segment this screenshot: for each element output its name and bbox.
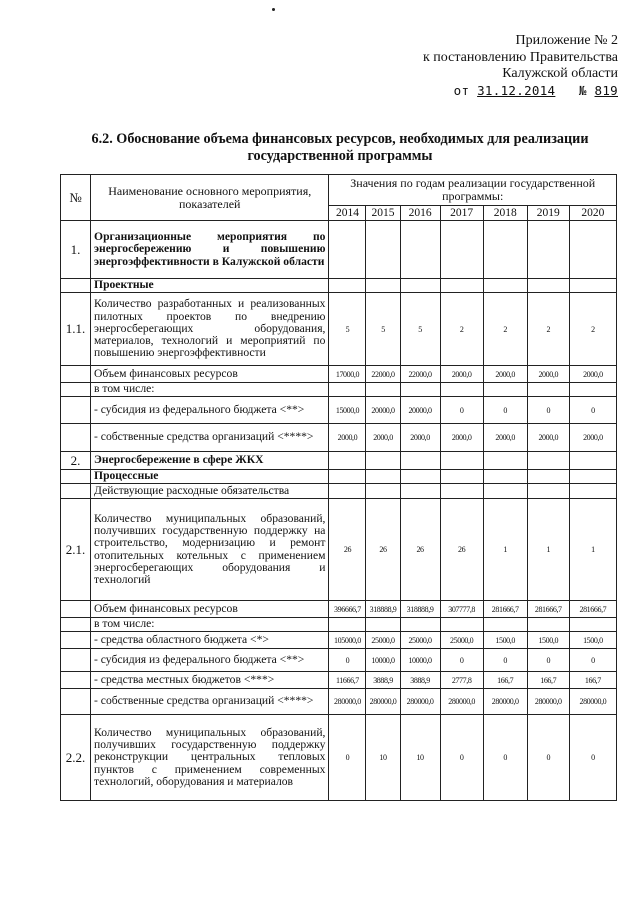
value-cell-2019: 2000,0 (527, 424, 569, 452)
number-prefix: № (578, 82, 587, 98)
value-cell-2020: 0 (569, 397, 616, 424)
value-cell-2017: 0 (440, 397, 483, 424)
value-cell-2014 (329, 618, 366, 632)
value-cell-2017: 280000,0 (440, 689, 483, 715)
row-number (61, 366, 91, 383)
value-cell-2015: 22000,0 (366, 366, 400, 383)
value-cell-2016: 26 (400, 499, 440, 601)
value-cell-2019: 2 (527, 293, 569, 366)
table-row (61, 484, 617, 499)
value-cell-2015: 2000,0 (366, 424, 400, 452)
table-row (61, 397, 617, 424)
value-cell-2016: 5 (400, 293, 440, 366)
value-cell-2020: 281666,7 (569, 601, 616, 618)
date-prefix: от (453, 82, 470, 98)
row-name: - собственные средства организаций <****> (91, 689, 329, 715)
value-cell-2017 (440, 383, 483, 397)
decree-date: 31.12.2014 (477, 82, 556, 98)
row-name: Энергосбережение в сфере ЖКХ (91, 452, 329, 470)
table-row (61, 452, 617, 470)
value-cell-2015 (366, 279, 400, 293)
table-row (61, 632, 617, 649)
value-cell-2018: 0 (483, 397, 527, 424)
table-row (61, 689, 617, 715)
header-decree-line: к постановлению Правительства (422, 49, 618, 65)
value-cell-2018 (483, 470, 527, 484)
value-cell-2017: 0 (440, 715, 483, 801)
value-cell-2020 (569, 221, 616, 279)
value-cell-2017 (440, 279, 483, 293)
row-name: Процессные (91, 470, 329, 484)
value-cell-2016 (400, 484, 440, 499)
value-cell-2015: 26 (366, 499, 400, 601)
section-title: 6.2. Обоснование объема финансовых ресурсов, необходимых для реализации государственной программы (91, 131, 589, 164)
value-cell-2016: 318888,9 (400, 601, 440, 618)
table-row (61, 424, 617, 452)
header-region-line: Калужской области (502, 66, 618, 81)
value-cell-2017: 2000,0 (440, 366, 483, 383)
value-cell-2018: 0 (483, 715, 527, 801)
value-cell-2015: 318888,9 (366, 601, 400, 618)
value-cell-2014: 0 (329, 649, 366, 672)
value-cell-2016 (400, 221, 440, 279)
table-row (61, 601, 617, 618)
value-cell-2014: 17000,0 (329, 366, 366, 383)
row-name: - собственные средства организаций <****> (91, 424, 329, 452)
value-cell-2016 (400, 618, 440, 632)
table-row (61, 221, 617, 279)
value-cell-2018 (483, 618, 527, 632)
table-row (61, 470, 617, 484)
value-cell-2015: 5 (366, 293, 400, 366)
document-header (318, 33, 618, 99)
value-cell-2015: 20000,0 (366, 397, 400, 424)
row-number (61, 424, 91, 452)
value-cell-2019: 0 (527, 715, 569, 801)
value-cell-2016: 22000,0 (400, 366, 440, 383)
value-cell-2017 (440, 484, 483, 499)
value-cell-2020 (569, 484, 616, 499)
value-cell-2017 (440, 618, 483, 632)
value-cell-2017: 2777,8 (440, 672, 483, 689)
value-cell-2020 (569, 452, 616, 470)
value-cell-2016 (400, 383, 440, 397)
value-cell-2017: 26 (440, 499, 483, 601)
value-cell-2018: 2000,0 (483, 424, 527, 452)
value-cell-2015 (366, 484, 400, 499)
value-cell-2017: 2 (440, 293, 483, 366)
value-cell-2018 (483, 484, 527, 499)
row-number (61, 649, 91, 672)
value-cell-2014 (329, 383, 366, 397)
row-number (61, 484, 91, 499)
value-cell-2015: 280000,0 (366, 689, 400, 715)
value-cell-2014: 5 (329, 293, 366, 366)
value-cell-2020: 280000,0 (569, 689, 616, 715)
value-cell-2015 (366, 221, 400, 279)
value-cell-2017: 0 (440, 649, 483, 672)
value-cell-2015: 25000,0 (366, 632, 400, 649)
year-header-2018: 2018 (483, 206, 527, 221)
value-cell-2018 (483, 452, 527, 470)
stray-mark-dot (272, 8, 275, 11)
col-name-header: Наименование основного мероприятия, показателей (91, 175, 329, 221)
value-cell-2018 (483, 279, 527, 293)
row-number (61, 397, 91, 424)
value-cell-2019: 0 (527, 649, 569, 672)
value-cell-2018: 281666,7 (483, 601, 527, 618)
value-cell-2014: 396666,7 (329, 601, 366, 618)
table-row (61, 499, 617, 601)
value-cell-2015: 3888,9 (366, 672, 400, 689)
col-values-header: Значения по годам реализации государственной программы: (329, 175, 617, 206)
row-number (61, 470, 91, 484)
table-row (61, 366, 617, 383)
row-name: в том числе: (91, 383, 329, 397)
value-cell-2014: 11666,7 (329, 672, 366, 689)
value-cell-2019: 2000,0 (527, 366, 569, 383)
value-cell-2014: 15000,0 (329, 397, 366, 424)
row-number (61, 383, 91, 397)
row-name: Действующие расходные обязательства (91, 484, 329, 499)
value-cell-2014 (329, 279, 366, 293)
value-cell-2019 (527, 221, 569, 279)
value-cell-2020: 2000,0 (569, 424, 616, 452)
financing-table (60, 174, 617, 801)
value-cell-2019: 166,7 (527, 672, 569, 689)
value-cell-2016: 10 (400, 715, 440, 801)
table-row (61, 383, 617, 397)
value-cell-2020 (569, 618, 616, 632)
year-header-2017: 2017 (440, 206, 483, 221)
value-cell-2019 (527, 470, 569, 484)
value-cell-2014: 280000,0 (329, 689, 366, 715)
value-cell-2016 (400, 470, 440, 484)
table-body (61, 221, 617, 801)
year-header-2019: 2019 (527, 206, 569, 221)
value-cell-2016 (400, 452, 440, 470)
row-number (61, 672, 91, 689)
row-name: - субсидия из федерального бюджета <**> (91, 397, 329, 424)
value-cell-2019: 0 (527, 397, 569, 424)
table-row (61, 672, 617, 689)
row-name: в том числе: (91, 618, 329, 632)
value-cell-2020: 0 (569, 649, 616, 672)
value-cell-2020: 1500,0 (569, 632, 616, 649)
value-cell-2018: 166,7 (483, 672, 527, 689)
value-cell-2020 (569, 470, 616, 484)
value-cell-2017 (440, 452, 483, 470)
header-date-line (318, 83, 618, 100)
row-name: Организационные мероприятия по энергосбережению и повышению энергоэффективности в Калужской области (91, 221, 329, 279)
value-cell-2016: 10000,0 (400, 649, 440, 672)
row-number: 2. (61, 452, 91, 470)
value-cell-2015: 10000,0 (366, 649, 400, 672)
table-row (61, 715, 617, 801)
value-cell-2020: 2 (569, 293, 616, 366)
value-cell-2018: 280000,0 (483, 689, 527, 715)
col-number-header: № (61, 175, 91, 221)
value-cell-2017: 25000,0 (440, 632, 483, 649)
value-cell-2019 (527, 618, 569, 632)
row-name: Количество муниципальных образований, получивших государственную поддержку на строительство, модернизацию и ремонт отопительных котельных с применением энергосберегающих оборудования и технологий (91, 499, 329, 601)
value-cell-2014: 105000,0 (329, 632, 366, 649)
value-cell-2017: 2000,0 (440, 424, 483, 452)
row-name: Проектные (91, 279, 329, 293)
value-cell-2015: 10 (366, 715, 400, 801)
value-cell-2019: 281666,7 (527, 601, 569, 618)
value-cell-2014: 2000,0 (329, 424, 366, 452)
value-cell-2014 (329, 484, 366, 499)
value-cell-2019 (527, 279, 569, 293)
row-name: Объем финансовых ресурсов (91, 601, 329, 618)
value-cell-2019: 280000,0 (527, 689, 569, 715)
value-cell-2015 (366, 383, 400, 397)
year-header-2016: 2016 (400, 206, 440, 221)
row-name: - средства областного бюджета <*> (91, 632, 329, 649)
value-cell-2016: 25000,0 (400, 632, 440, 649)
value-cell-2016: 280000,0 (400, 689, 440, 715)
year-header-2015: 2015 (366, 206, 400, 221)
value-cell-2014: 26 (329, 499, 366, 601)
value-cell-2018: 1500,0 (483, 632, 527, 649)
row-number: 2.2. (61, 715, 91, 801)
value-cell-2018: 0 (483, 649, 527, 672)
year-header-2014: 2014 (329, 206, 366, 221)
value-cell-2019 (527, 452, 569, 470)
value-cell-2020 (569, 383, 616, 397)
row-number (61, 601, 91, 618)
value-cell-2016: 2000,0 (400, 424, 440, 452)
value-cell-2016 (400, 279, 440, 293)
row-name: - субсидия из федерального бюджета <**> (91, 649, 329, 672)
row-number: 2.1. (61, 499, 91, 601)
value-cell-2015 (366, 618, 400, 632)
value-cell-2019: 1 (527, 499, 569, 601)
row-name: - средства местных бюджетов <***> (91, 672, 329, 689)
value-cell-2016: 20000,0 (400, 397, 440, 424)
row-number (61, 689, 91, 715)
row-name: Количество муниципальных образований, получивших государственную поддержку реконструкции центральных тепловых пунктов с применением современных технологий, оборудования и материалов (91, 715, 329, 801)
row-number (61, 632, 91, 649)
value-cell-2017 (440, 470, 483, 484)
value-cell-2017: 307777,8 (440, 601, 483, 618)
value-cell-2018: 2000,0 (483, 366, 527, 383)
row-number (61, 279, 91, 293)
value-cell-2018: 1 (483, 499, 527, 601)
value-cell-2019: 1500,0 (527, 632, 569, 649)
row-number: 1.1. (61, 293, 91, 366)
table-row (61, 279, 617, 293)
value-cell-2020: 1 (569, 499, 616, 601)
value-cell-2020: 2000,0 (569, 366, 616, 383)
value-cell-2019 (527, 484, 569, 499)
table-row (61, 618, 617, 632)
table-row (61, 649, 617, 672)
value-cell-2015 (366, 452, 400, 470)
value-cell-2016: 3888,9 (400, 672, 440, 689)
year-header-2020: 2020 (569, 206, 616, 221)
value-cell-2018 (483, 383, 527, 397)
table-row (61, 293, 617, 366)
value-cell-2020: 166,7 (569, 672, 616, 689)
row-name: Количество разработанных и реализованных пилотных проектов по внедрению энергосберегающих оборудования, материалов, технологий и мероприятий по повышению энергоэффективности (91, 293, 329, 366)
value-cell-2019 (527, 383, 569, 397)
header-appendix-line: Приложение № 2 (515, 33, 618, 48)
value-cell-2020 (569, 279, 616, 293)
value-cell-2014 (329, 470, 366, 484)
value-cell-2014: 0 (329, 715, 366, 801)
value-cell-2020: 0 (569, 715, 616, 801)
value-cell-2018: 2 (483, 293, 527, 366)
row-number: 1. (61, 221, 91, 279)
row-name: Объем финансовых ресурсов (91, 366, 329, 383)
value-cell-2018 (483, 221, 527, 279)
value-cell-2015 (366, 470, 400, 484)
decree-number: 819 (594, 82, 618, 98)
row-number (61, 618, 91, 632)
value-cell-2017 (440, 221, 483, 279)
value-cell-2014 (329, 221, 366, 279)
value-cell-2014 (329, 452, 366, 470)
